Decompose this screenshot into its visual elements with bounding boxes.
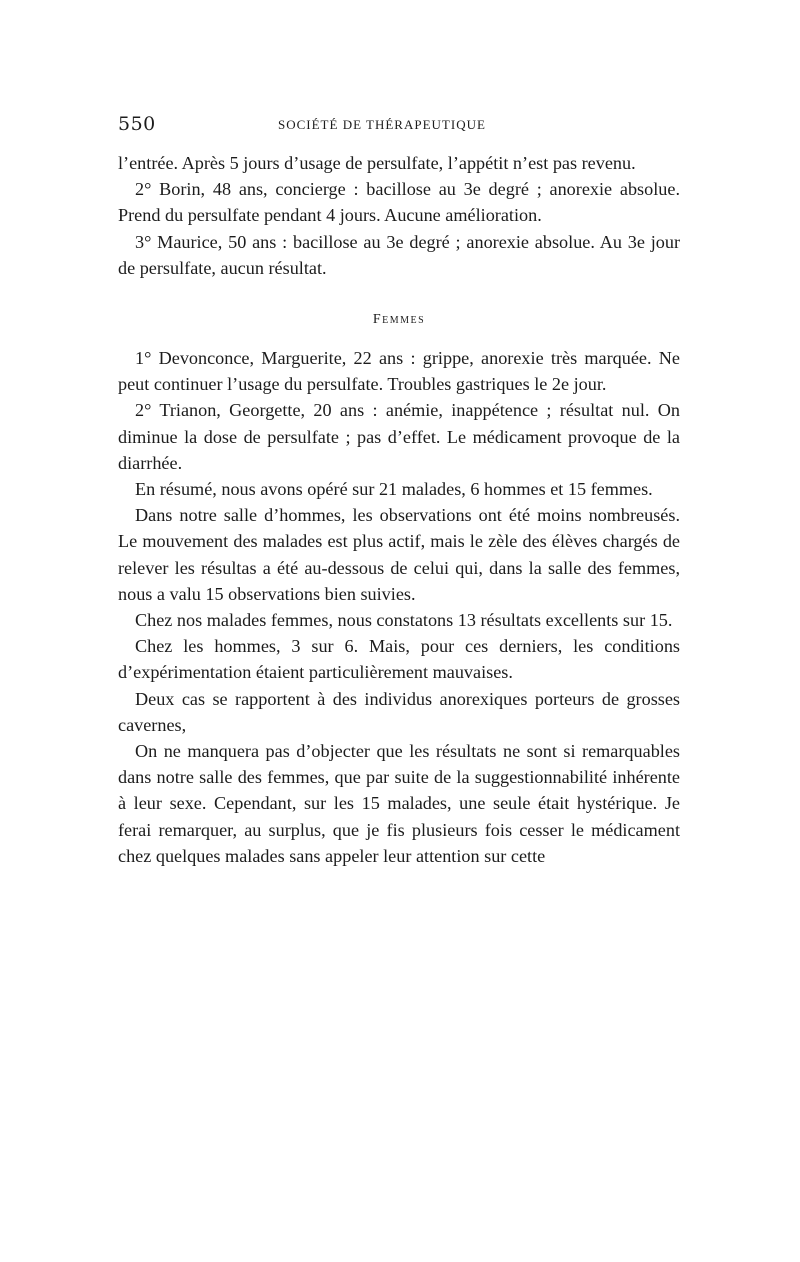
paragraph-case-trianon: 2° Trianon, Georgette, 20 ans : anémie, inappétence ; résultat nul. On diminue la dose de persulfate ; pas d’effet. Le médicament provoque de la diarrhée. (118, 400, 680, 473)
running-head: SOCIÉTÉ DE THÉRAPEUTIQUE (278, 117, 486, 132)
paragraph-case-maurice: 3° Maurice, 50 ans : bacillose au 3e degré ; anorexie absolue. Au 3e jour de persulfate, aucun résultat. (118, 231, 680, 278)
paragraph-continued: l’entrée. Après 5 jours d’usage de persulfate, l’appétit n’est pas revenu. (118, 153, 636, 173)
paragraph-femmes-results: Chez nos malades femmes, nous constatons 13 résultats excellents sur 15. (135, 610, 673, 631)
paragraph-hommes-results: Chez les hommes, 3 sur 6. Mais, pour ces derniers, les conditions d’expérimentation étaient particulièrement mauvaises. (118, 636, 680, 683)
paragraph-salle-hommes: Dans notre salle d’hommes, les observations ont été moins nombreusés. Le mouvement des malades est plus actif, mais le zèle des élèves chargés de relever les résultas a été au-dessous de celui qui, dans la salle des femmes, nous a valu 15 observations bien suivies. (118, 505, 680, 604)
paragraph-summary: En résumé, nous avons opéré sur 21 malades, 6 hommes et 15 femmes. (135, 479, 653, 500)
paragraph-objection: On ne manquera pas d’objecter que les résultats ne sont si remarquables dans notre salle des femmes, que par suite de la suggestionnabilité inhérente à leur sexe. Cependant, sur les 15 malades, une seule était hystérique. Je ferai remarquer, au surplus, que je fis plusieurs fois cesser le médicament chez quelques malades sans appeler leur attention sur cette (118, 741, 680, 866)
paragraph-case-borin: 2° Borin, 48 ans, concierge : bacillose au 3e degré ; anorexie absolue. Prend du persulfate pendant 4 jours. Aucune amélioration. (118, 179, 680, 226)
page-number: 550 (118, 113, 156, 135)
section-heading-femmes: Femmes (372, 312, 426, 328)
body-text (118, 150, 680, 869)
page-header (118, 113, 680, 137)
paragraph-cavernes: Deux cas se rapportent à des individus anorexiques porteurs de grosses cavernes, (118, 688, 680, 735)
paragraph-case-devonconce: 1° Devonconce, Marguerite, 22 ans : grippe, anorexie très marquée. Ne peut continuer l’usage du persulfate. Troubles gastriques le 2e jour. (118, 348, 680, 395)
